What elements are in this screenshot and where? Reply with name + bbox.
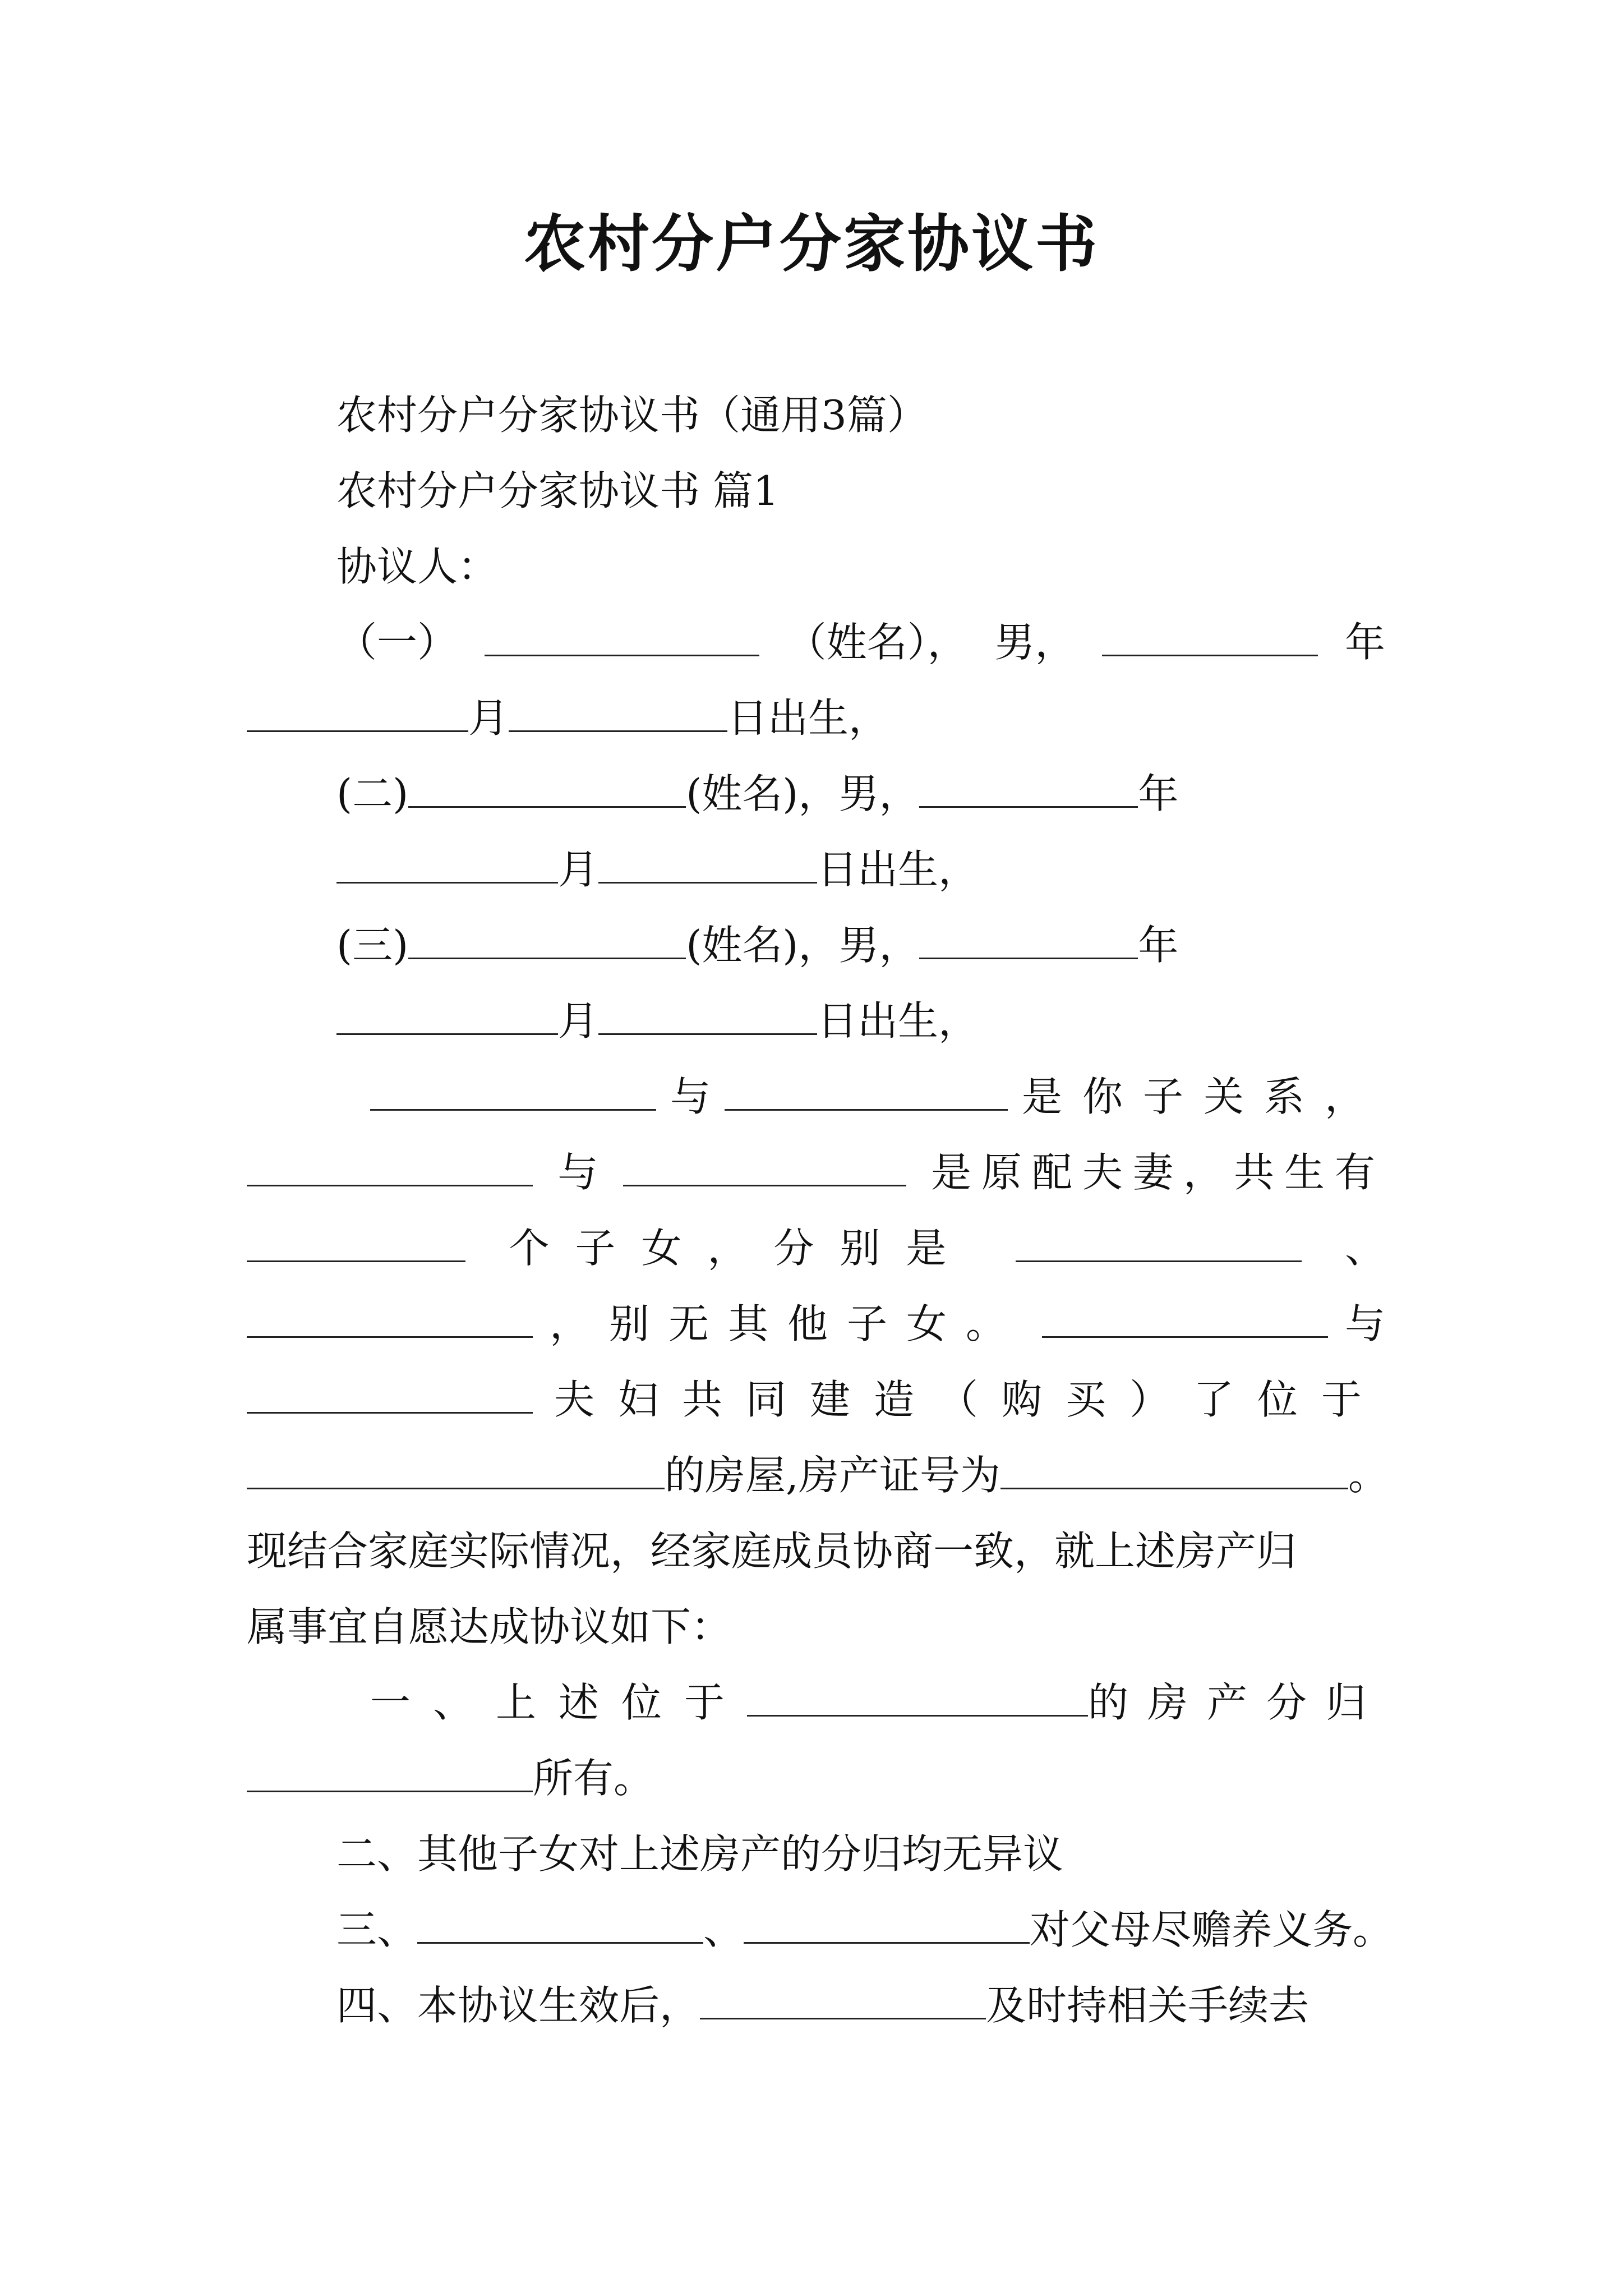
blank-party-1-name[interactable] [485, 615, 759, 656]
relation-children: 个子女，分别是 [509, 1225, 972, 1272]
clause-1-suffix: 所有。 [533, 1755, 654, 1802]
clause-1-line-2 [247, 1750, 654, 1806]
blank-spouse-a[interactable] [247, 1145, 533, 1186]
clause-1-line-1 [370, 1674, 1385, 1731]
blank-child-1[interactable] [1016, 1221, 1302, 1262]
context-line-2: 属事宜自愿达成协议如下： [247, 1603, 732, 1650]
blank-party-3-day[interactable] [598, 994, 817, 1035]
party-3-month-label: 月 [558, 997, 599, 1045]
blank-party-2-day[interactable] [598, 843, 817, 884]
clause-3-prefix: 三、 [336, 1906, 418, 1953]
party-2-year-label: 年 [1138, 770, 1179, 817]
blank-children-count[interactable] [247, 1221, 465, 1262]
blank-child-2[interactable] [247, 1297, 533, 1338]
blank-party-1-day[interactable] [509, 691, 727, 732]
relation-period: 。 [1348, 1452, 1389, 1499]
relation-with-3: 与 [1344, 1300, 1385, 1347]
relation-line-3 [247, 1220, 1385, 1276]
clause-3-suffix: 对父母尽赡养义务。 [1030, 1906, 1394, 1953]
relation-line-6 [247, 1447, 1389, 1503]
context-line-1: 现结合家庭实际情况，经家庭成员协商一致，就上述房产归 [247, 1527, 1297, 1575]
party-1-year-label: 年 [1344, 619, 1385, 666]
relation-with-2: 与 [557, 1149, 598, 1196]
party-3-line-2 [336, 993, 979, 1049]
party-1-line-2 [247, 690, 889, 746]
party-2-line-1 [336, 766, 1178, 822]
blank-party-1-year[interactable] [1102, 615, 1318, 656]
clause-4-suffix: 及时持相关手续去 [986, 1982, 1310, 2029]
blank-clause-4-person[interactable] [700, 1978, 986, 2019]
blank-party-3-name[interactable] [408, 918, 686, 959]
party-2-name-suffix: (姓名)，男， [686, 770, 920, 817]
relation-line-2 [247, 1144, 1385, 1200]
blank-owner-a[interactable] [1042, 1297, 1328, 1338]
party-1-gender: 男， [994, 619, 1076, 666]
relation-spouse: 是原配夫妻，共生有 [930, 1149, 1385, 1196]
blank-party-3-year[interactable] [919, 918, 1138, 959]
blank-clause-3-person-b[interactable] [744, 1903, 1030, 1944]
relation-with: 与 [670, 1073, 711, 1120]
party-1-month-label: 月 [468, 694, 509, 742]
party-3-line-1 [336, 917, 1178, 973]
document-subtitle: 农村分户分家协议书（通用3篇） [336, 392, 928, 439]
clause-4 [336, 1977, 1309, 2033]
parties-label: 协议人： [336, 543, 499, 590]
relation-built: 夫妇共同建造（购买）了位于 [554, 1376, 1385, 1423]
party-2-line-2 [336, 841, 979, 898]
relation-comma-mark: 、 [1344, 1225, 1385, 1272]
blank-clause-1-owner[interactable] [247, 1751, 533, 1792]
blank-party-1-month[interactable] [247, 691, 468, 732]
relation-line-4 [247, 1296, 1385, 1352]
relation-parent-child: 是你子关系， [1021, 1073, 1385, 1120]
blank-relation-person-a[interactable] [370, 1070, 656, 1111]
blank-clause-1-location[interactable] [747, 1676, 1088, 1717]
party-3-day-label: 日出生， [817, 997, 979, 1045]
party-1-index: （一） [336, 619, 458, 666]
blank-certificate-number[interactable] [1000, 1448, 1348, 1489]
blank-party-2-name[interactable] [408, 767, 686, 808]
blank-party-3-month[interactable] [336, 994, 558, 1035]
party-1-line-1 [336, 614, 1385, 670]
blank-clause-3-person-a[interactable] [417, 1903, 703, 1944]
party-2-index: (二) [336, 770, 409, 817]
blank-relation-person-b[interactable] [725, 1070, 1008, 1111]
blank-party-2-month[interactable] [336, 843, 558, 884]
blank-party-2-year[interactable] [919, 767, 1138, 808]
clause-3-separator: 、 [703, 1906, 744, 1953]
clause-1-prefix: 一、上述位于 [370, 1679, 748, 1726]
party-3-index: (三) [336, 922, 409, 969]
party-3-name-suffix: (姓名)，男， [686, 922, 920, 969]
blank-spouse-b[interactable] [623, 1145, 906, 1186]
clause-3 [336, 1902, 1393, 1958]
relation-no-others: ，别无其他子女。 [549, 1300, 1025, 1347]
relation-line-5 [247, 1372, 1385, 1428]
clause-1-middle: 的房产分归 [1087, 1679, 1385, 1726]
clause-4-prefix: 四、本协议生效后， [336, 1982, 700, 2029]
party-1-name-suffix: （姓名）， [786, 619, 968, 666]
party-1-day-label: 日出生， [727, 694, 889, 742]
party-2-month-label: 月 [558, 846, 599, 893]
document-title: 农村分户分家协议书 [524, 208, 1099, 280]
blank-owner-b[interactable] [247, 1373, 533, 1414]
section-heading: 农村分户分家协议书 篇1 [336, 467, 779, 514]
clause-2: 二、其他子女对上述房产的分归均无异议 [336, 1830, 1064, 1878]
blank-house-location[interactable] [247, 1448, 665, 1489]
party-2-day-label: 日出生， [817, 846, 979, 893]
relation-line-1 [370, 1069, 1385, 1125]
party-3-year-label: 年 [1138, 922, 1179, 969]
relation-house: 的房屋,房产证号为 [665, 1452, 1000, 1499]
